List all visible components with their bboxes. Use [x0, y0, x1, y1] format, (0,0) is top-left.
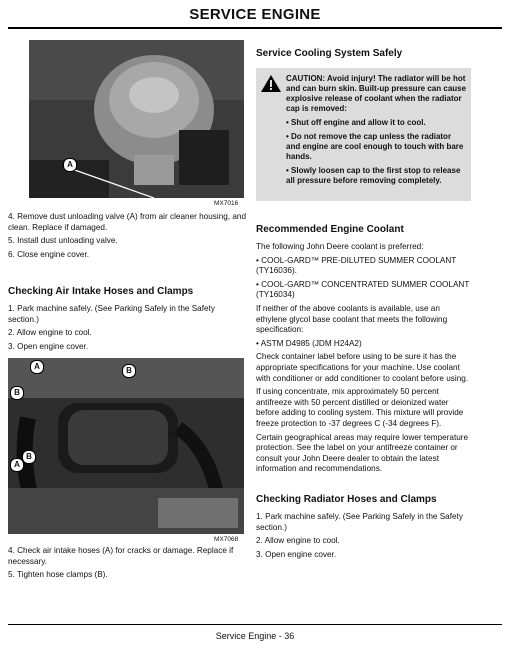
footer-divider — [8, 624, 502, 625]
left-steps-b — [8, 304, 248, 355]
caution-content — [260, 74, 467, 186]
page-title: SERVICE ENGINE — [189, 6, 321, 23]
intake-hoses-illustration — [8, 358, 244, 534]
photo1-code: MX7016 — [214, 200, 239, 207]
coolant-intro: The following John Deere coolant is preferred: — [256, 242, 424, 251]
caution-bullet-1: • Shut off engine and allow it to cool. — [286, 118, 426, 127]
section-title-coolant: Recommended Engine Coolant — [256, 224, 404, 235]
step-4-text: 4. Remove dust unloading valve (A) from air cleaner housing, and clean. Replace if damaged. — [8, 212, 247, 232]
step-2-text: 2. Allow engine to cool. — [8, 328, 92, 338]
step-1-text: 1. Park machine safely. (See Parking Safely in the Safety section.) — [8, 304, 215, 324]
photo2-callout-a-top: A — [30, 360, 44, 374]
coolant-paragraph-2: Check container label before using to be sure it has the appropriate specifications for your machine. Use coolant with conditioner or add conditioner to coolant before using. — [256, 352, 469, 383]
photo2-callout-b-left: B — [10, 386, 24, 400]
photo-intake-hoses — [8, 358, 244, 534]
step-6-text: 6. Close engine cover. — [8, 249, 90, 259]
photo2-callout-b-mid: B — [22, 450, 36, 464]
photo1-callout-a: A — [63, 158, 77, 172]
radiator-step-2: 2. Allow engine to cool. — [256, 536, 340, 546]
photo2-code: MX7068 — [214, 536, 239, 543]
section-title-radiator-hoses: Checking Radiator Hoses and Clamps — [256, 494, 437, 505]
radiator-step-1: 1. Park machine safely. (See Parking Safely in the Safety section.) — [256, 512, 463, 532]
step-3-text: 3. Open engine cover. — [8, 341, 89, 351]
caution-bullet-2: • Do not remove the cap unless the radiator and engine are cool enough to touch with bare hands. — [286, 132, 464, 161]
page-footer: Service Engine - 36 — [215, 631, 295, 641]
coolant-content — [256, 242, 471, 478]
left-steps-a — [8, 212, 248, 263]
step-4-hoses-text: 4. Check air intake hoses (A) for cracks or damage. Replace if necessary. — [8, 546, 234, 566]
section-title-air-intake: Checking Air Intake Hoses and Clamps — [8, 286, 194, 297]
photo2-callout-a-bottom: A — [10, 458, 24, 472]
radiator-steps — [256, 512, 471, 563]
radiator-step-3: 3. Open engine cover. — [256, 549, 337, 559]
step-5-text: 5. Install dust unloading valve. — [8, 236, 118, 246]
coolant-paragraph-1: If neither of the above coolants is available, use an ethylene glycol base coolant that meets the following specification: — [256, 303, 448, 335]
air-cleaner-illustration — [29, 40, 244, 198]
coolant-paragraph-3: If using concentrate, mix approximately 50 percent antifreeze with 50 percent distilled or deionized water before adding to cooling system. This mixture will provide freeze protection to -37 degrees C (-34 degrees F). — [256, 387, 464, 428]
coolant-paragraph-4: Certain geographical areas may require lower temperature protection. See the label on your antifreeze container or consult your John Deere dealer to obtain the latest information and recommendations. — [256, 432, 469, 474]
header-divider — [8, 27, 502, 29]
photo-air-cleaner — [29, 40, 244, 198]
caution-text: CAUTION: Avoid injury! The radiator will be hot and can burn skin. Built-up pressure can cause explosive release of coolant when the radiator cap is removed: — [286, 74, 467, 113]
photo2-callout-b-top: B — [122, 364, 136, 378]
section-title-cooling-safety: Service Cooling System Safely — [256, 48, 403, 59]
coolant-bullet-1: • COOL-GARD™ PRE-DILUTED SUMMER COOLANT (TY16036). — [256, 255, 457, 276]
coolant-bullet-3: • ASTM D4985 (JDM H24A2) — [256, 338, 362, 348]
coolant-bullet-2: • COOL-GARD™ CONCENTRATED SUMMER COOLANT (TY16034) — [256, 279, 470, 300]
step-5-clamps-text: 5. Tighten hose clamps (B). — [8, 570, 108, 580]
caution-bullet-3: • Slowly loosen cap to the first stop to release all pressure before removing completely. — [286, 166, 461, 185]
left-steps-c — [8, 546, 248, 584]
caution-box — [256, 68, 471, 201]
